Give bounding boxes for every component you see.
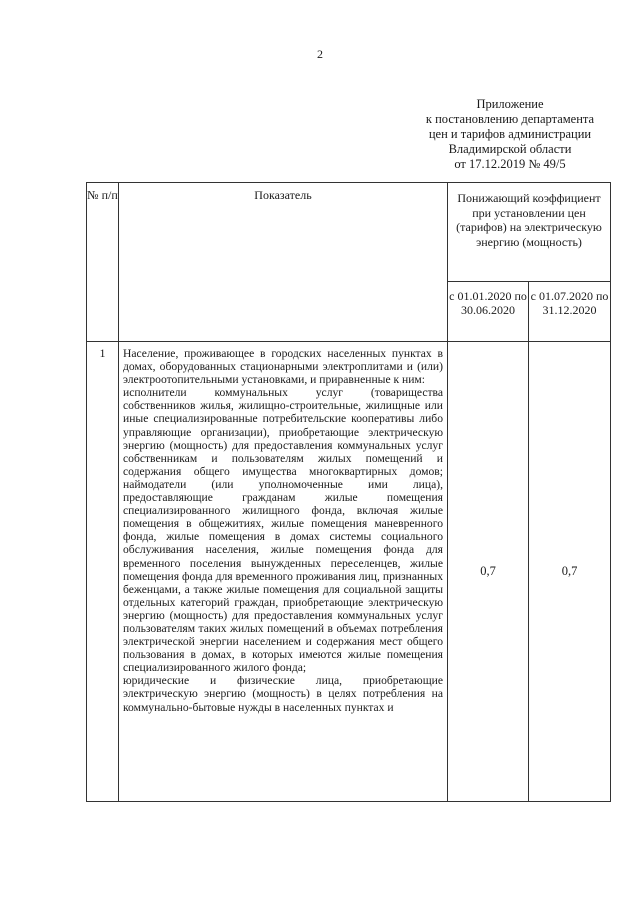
- header-number: № п/п: [87, 183, 119, 342]
- table-row: [87, 342, 611, 802]
- page-number: 2: [317, 47, 323, 61]
- header-period-1: с 01.01.2020 по 30.06.2020: [448, 282, 529, 342]
- appendix-line: Владимирской области: [448, 142, 572, 156]
- row-value-period-1: 0,7: [448, 342, 529, 802]
- row-number: 1: [87, 342, 119, 802]
- appendix-block: [395, 97, 625, 172]
- appendix-line: цен и тарифов администрации: [428, 127, 592, 141]
- row-indicator: [119, 342, 448, 802]
- appendix-line: от 17.12.2019 № 49/5: [454, 157, 566, 171]
- row-value-period-2: 0,7: [529, 342, 611, 802]
- header-row: [87, 183, 611, 282]
- appendix-line: Приложение: [476, 97, 544, 111]
- header-coefficient: Понижающий коэффициент при установлении цен (тарифов) на электрическую энергию (мощность): [448, 183, 611, 282]
- appendix-line: к постановлению департамента: [425, 112, 595, 126]
- header-indicator: Показатель: [119, 183, 448, 342]
- indicator-paragraph: исполнители коммунальных услуг (товарищества собственников жилья, жилищно-строительные, жилищные или иные специализированные потребительские кооперативы либо управляющие организации), приобретающие электрическую энергию (мощность) для предоставления коммунальных услуг собственникам и пользователям жилых помещений и содержания общего имущества многоквартирных домов; наймодатели (или уполномоченные ими лица), предоставляющие гражданам жилые помещения специализированного жилищного фонда, включая жилые помещения в общежитиях, жилые помещения маневренного фонда, жилые помещения в домах системы социального обслуживания населения, жилые помещения фонда для временного поселения вынужденных переселенцев, жилые помещения фонда для временного проживания лиц, признанных беженцами, а также жилые помещения для социальной защиты отдельных категорий граждан, приобретающие электрическую энергию (мощность) для предоставления коммунальных услуг пользователям таких жилых помещений в объемах потребления электрической энергии населением и содержания мест общего пользования в домах, в которых имеются жилые помещения специализированного жилого фонда;: [123, 386, 443, 675]
- header-period-2: с 01.07.2020 по 31.12.2020: [529, 282, 611, 342]
- indicator-paragraph: юридические и физические лица, приобретающие электрическую энергию (мощность) в целях потребления на коммунально-бытовые нужды в населенных пунктах и: [123, 674, 443, 714]
- coefficient-table: [86, 182, 611, 802]
- indicator-paragraph: Население, проживающее в городских населенных пунктах в домах, оборудованных стационарными электроплитами и (или) электроотопительными установками, и приравненные к ним:: [123, 347, 443, 387]
